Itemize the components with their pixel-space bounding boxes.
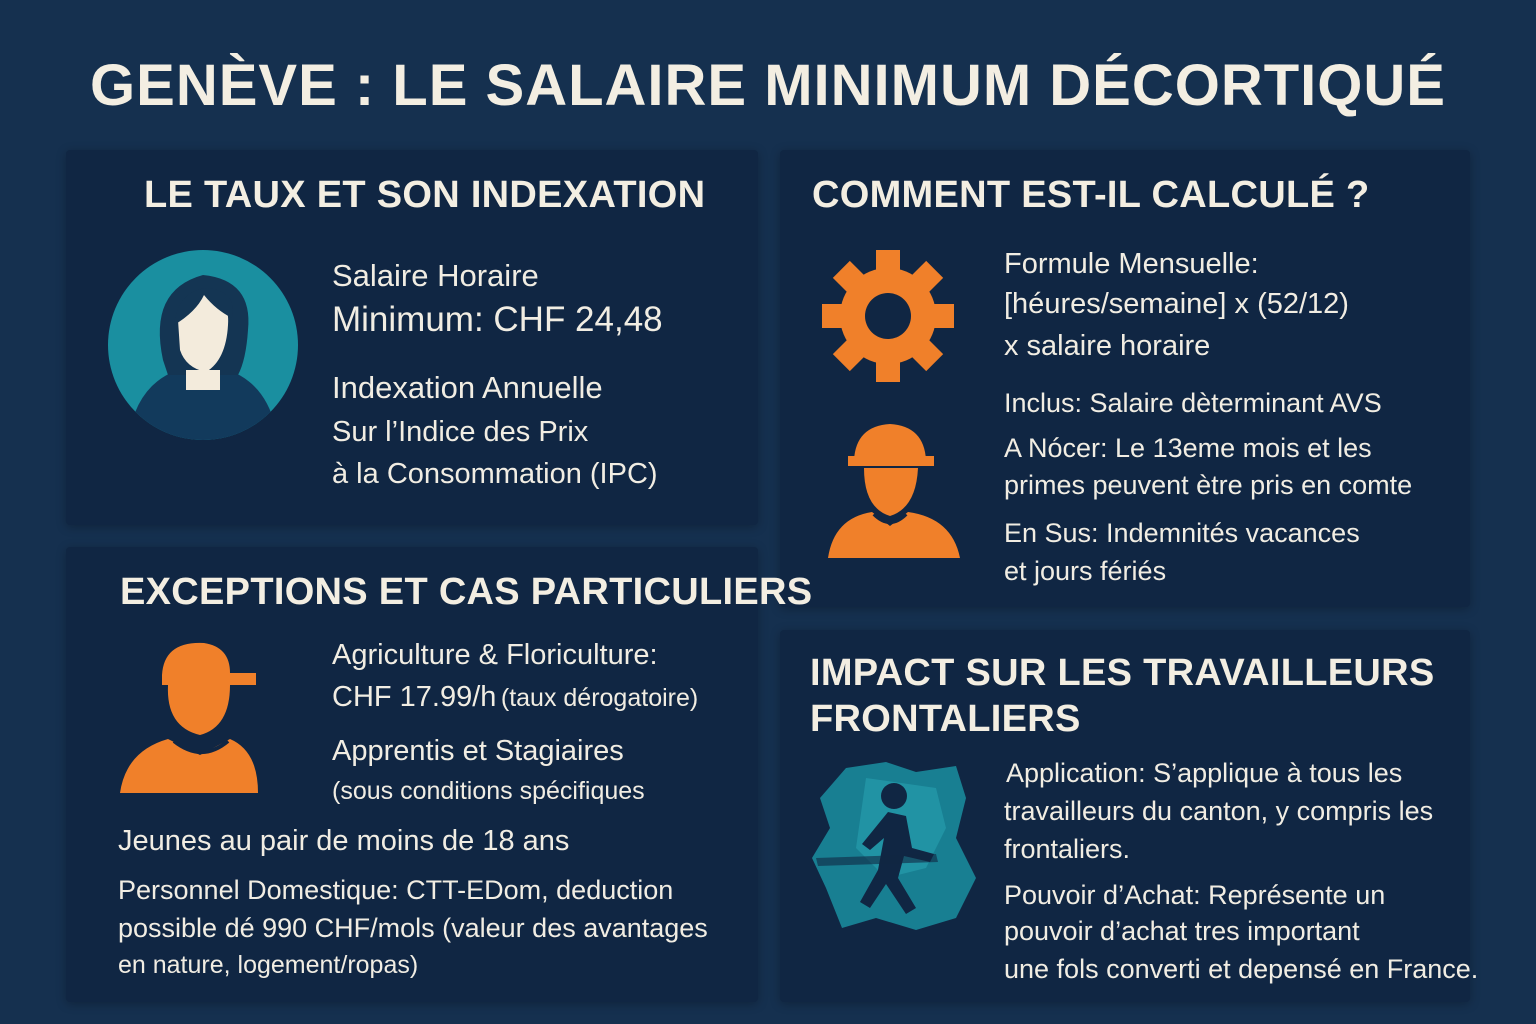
panel-exceptions: [66, 547, 813, 1002]
apprentis-title: Apprentis et Stagiaires: [332, 735, 624, 767]
worker-helmet-icon: [824, 418, 964, 560]
formula-line: x salaire horaire: [1004, 330, 1211, 362]
panel-heading: LE TAUX ET SON INDEXATION: [144, 174, 706, 216]
panel-heading: EXCEPTIONS ET CAS PARTICULIERS: [120, 571, 813, 613]
domestique-text: possible dé 990 CHF/mols (valeur des avantages: [118, 913, 708, 943]
worker-cap-icon: [118, 635, 258, 795]
panel-taux-indexation: [66, 150, 758, 525]
agri-title: Agriculture & Floriculture:: [332, 639, 658, 671]
hourly-value: Minimum: CHF 24,48: [332, 300, 663, 339]
panel-impact: [780, 630, 1479, 1002]
nocer-text: A Nócer: Le 13eme mois et les: [1004, 433, 1372, 463]
agri-note: (taux dérogatoire): [500, 684, 699, 712]
hourly-label: Salaire Horaire: [332, 258, 539, 293]
inclus-text: Inclus: Salaire dèterminant AVS: [1004, 388, 1382, 418]
sus-text: et jours fériés: [1004, 556, 1167, 586]
domestique-text: Personnel Domestique: CTT-EDom, deduction: [118, 875, 674, 905]
achat-text: pouvoir d’achat tres important: [1004, 916, 1360, 946]
panel-heading: COMMENT EST-IL CALCULÉ ?: [812, 174, 1370, 216]
panel-heading: IMPACT SUR LES TRAVAILLEURS: [810, 652, 1435, 694]
map-commuter-icon: [806, 758, 982, 934]
gear-icon: [820, 248, 956, 384]
index-title: Indexation Annuelle: [332, 370, 603, 405]
sus-text: En Sus: Indemnités vacances: [1004, 518, 1360, 548]
panel-calcul: [780, 150, 1470, 607]
apprentis-note: (sous conditions spécifiques: [332, 777, 645, 805]
application-text: frontaliers.: [1004, 834, 1131, 864]
nocer-text: primes peuvent ètre pris en comte: [1004, 470, 1413, 500]
formula-title: Formule Mensuelle:: [1004, 248, 1259, 280]
achat-text: Pouvoir d’Achat: Représente un: [1004, 880, 1386, 910]
achat-text: une fols converti et depensé en France.: [1004, 954, 1479, 984]
panel-heading: FRONTALIERS: [810, 698, 1081, 740]
agri-rate: CHF 17.99/h: [332, 681, 497, 713]
domestique-text: en nature, logement/ropas): [118, 951, 419, 979]
woman-avatar-icon: [108, 250, 298, 440]
index-line: à la Consommation (IPC): [332, 458, 658, 490]
application-text: Application: S’applique à tous les: [1006, 758, 1403, 788]
application-text: travailleurs du canton, y compris les: [1004, 796, 1434, 826]
index-line: Sur l’Indice des Prix: [332, 416, 589, 448]
jeunes-text: Jeunes au pair de moins de 18 ans: [118, 825, 570, 857]
formula-line: [héures/semaine] x (52/12): [1004, 288, 1349, 320]
agri-rate-line: [332, 681, 698, 714]
page-title: GENÈVE : LE SALAIRE MINIMUM DÉCORTIQUÉ: [90, 53, 1446, 118]
